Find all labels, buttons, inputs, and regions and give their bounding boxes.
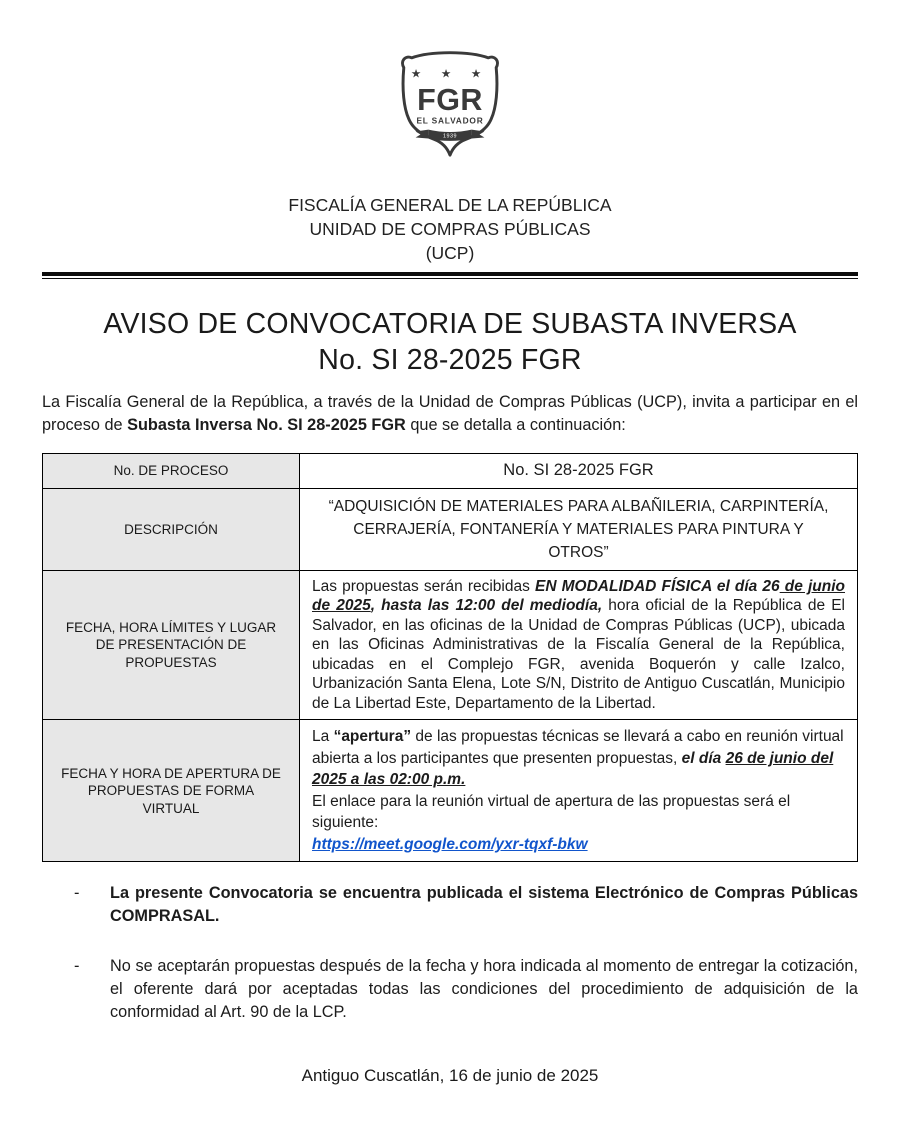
org-header [42, 193, 858, 265]
fecha-presentacion-value [300, 570, 858, 720]
logo-country-label: EL SALVADOR [416, 115, 484, 126]
presentacion-hora: , hasta las 12:00 del mediodía, [370, 597, 603, 615]
apertura-text-1: La [312, 728, 334, 746]
org-unit: UNIDAD DE COMPRAS PÚBLICAS [309, 219, 591, 239]
descripcion-label: DESCRIPCIÓN [43, 488, 300, 570]
meet-link[interactable]: https://meet.google.com/yxr-tqxf-bkw [312, 835, 588, 853]
list-item [74, 955, 858, 1024]
intro-paragraph [42, 391, 858, 437]
presentacion-fecha: de junio de 2025 [312, 577, 845, 615]
document-page [42, 0, 858, 1086]
intro-process-name: Subasta Inversa No. SI 28-2025 FGR [127, 416, 406, 434]
fgr-logo [42, 48, 858, 169]
logo-year-label: 1939 [443, 133, 457, 140]
org-name: FISCALÍA GENERAL DE LA REPÚBLICA [288, 195, 612, 215]
page-title [42, 306, 858, 378]
intro-text-2: que se detalla a continuación: [405, 416, 626, 434]
apertura-quoted: “apertura” [333, 728, 412, 746]
presentacion-text-2: hora oficial de la República de El Salvador, en las oficinas de la Unidad de Compras Públicas (UCP), ubicada en las Oficinas Administrativas de la Fiscalía General de la República, ubicadas en el Complejo FGR, avenida Boquerón y calle Izalco, Urbanización Santa Elena, Lote S/N, Distrito de Antiguo Cuscatlán, Municipio de La Libertad Este, Departamento de la Libertad. [312, 597, 846, 712]
apertura-fecha-hora: 26 de junio del 2025 a las 02:00 p.m. [312, 749, 834, 789]
note-comprasal: La presente Convocatoria se encuentra publicada el sistema Electrónico de Compras Públicas COMPRASAL. [110, 884, 858, 926]
fecha-presentacion-label: FECHA, HORA LÍMITES Y LUGAR DE PRESENTACIÓN DE PROPUESTAS [43, 570, 300, 720]
dash-marker: - [74, 957, 80, 976]
table-row-descripcion [43, 488, 858, 570]
table-row-proceso [43, 454, 858, 489]
enlace-line [312, 834, 845, 856]
table-row-fecha-presentacion [43, 570, 858, 720]
title-line-2: No. SI 28-2025 FGR [318, 344, 582, 376]
dash-marker: - [74, 884, 80, 903]
descripcion-value: “ADQUISICIÓN DE MATERIALES PARA ALBAÑILERIA, CARPINTERÍA, CERRAJERÍA, FONTANERÍA Y MATERIALES PARA PINTURA Y OTROS” [300, 488, 858, 570]
stars-icon: ★ ★ ★ [410, 66, 490, 81]
apertura-paragraph [312, 726, 845, 791]
date-line: Antiguo Cuscatlán, 16 de junio de 2025 [301, 1066, 599, 1086]
fecha-apertura-value [300, 720, 858, 862]
fecha-apertura-label: FECHA Y HORA DE APERTURA DE PROPUESTAS DE FORMA VIRTUAL [43, 720, 300, 862]
intro-text-1: La Fiscalía General de la República, a través de la Unidad de Compras Públicas (UCP), invita a participar en el proceso de [42, 393, 858, 434]
apertura-el-dia: el día [681, 749, 726, 767]
title-line-1: AVISO DE CONVOCATORIA DE SUBASTA INVERSA [103, 308, 797, 340]
note-plazo: No se aceptarán propuestas después de la fecha y hora indicada al momento de entregar la cotización, el oferente dará por aceptadas todas las condiciones del procedimiento de adquisición de la conformidad al Art. 90 de la LCP. [110, 957, 858, 1022]
apertura-text-2: de las propuestas técnicas se llevará a cabo en reunión virtual abierta a los participantes que presenten propuestas, [312, 728, 844, 767]
enlace-intro: El enlace para la reunión virtual de apertura de las propuestas será el siguiente: [312, 792, 791, 832]
proceso-label: No. DE PROCESO [43, 454, 300, 489]
shield-icon [391, 48, 509, 164]
proceso-value: No. SI 28-2025 FGR [300, 454, 858, 489]
table-row-fecha-apertura [43, 720, 858, 862]
process-table [42, 453, 858, 862]
header-divider [42, 272, 858, 279]
notes-list [42, 882, 858, 1024]
presentacion-text-1: Las propuestas serán recibidas [312, 577, 535, 595]
org-unit-acronym: (UCP) [425, 243, 475, 263]
list-item [74, 882, 858, 928]
presentacion-modalidad: EN MODALIDAD FÍSICA el día 26 [534, 577, 780, 595]
logo-acronym: FGR [417, 82, 483, 117]
